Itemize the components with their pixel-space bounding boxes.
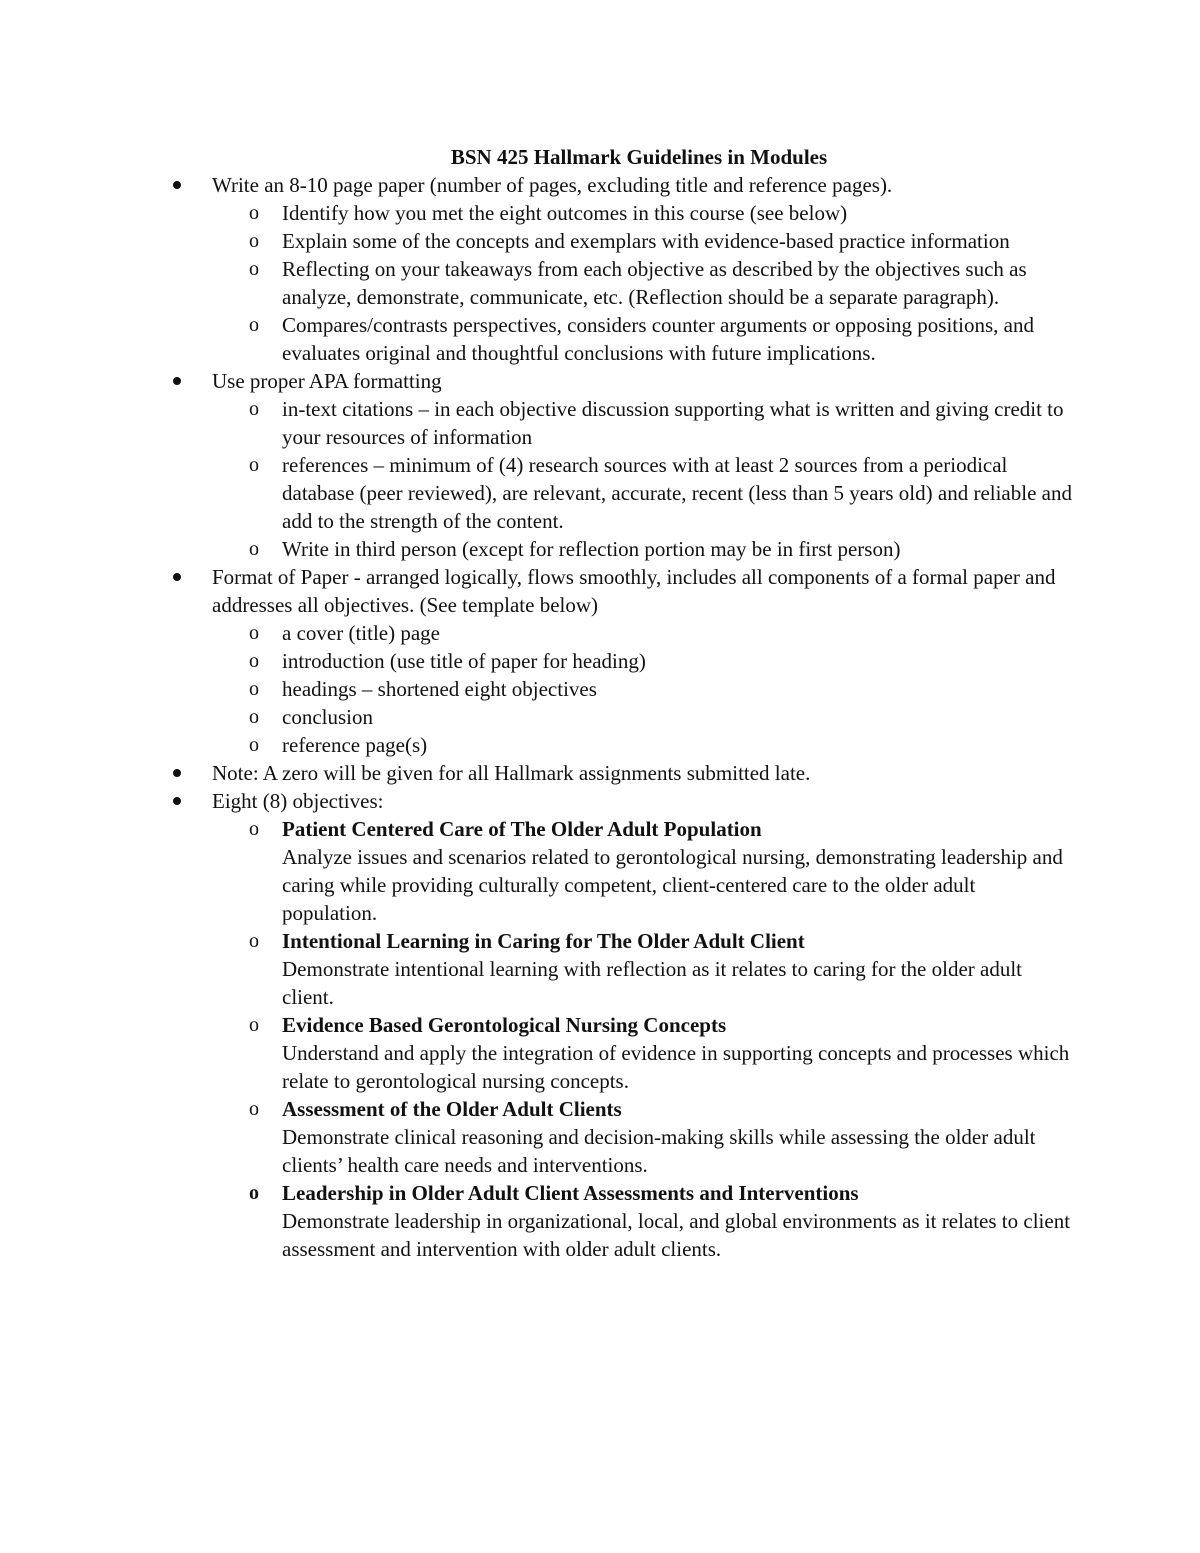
circle-bullet-icon: o <box>249 230 259 252</box>
objective-item <box>243 815 1073 927</box>
objective-description: Demonstrate clinical reasoning and decision-making skills while assessing the older adult clients’ health care needs and interventions. <box>282 1125 1036 1177</box>
objective-description: Understand and apply the integration of evidence in supporting concepts and processes which relate to gerontological nursing concepts. <box>282 1041 1070 1093</box>
bullet-item-paper-format <box>173 563 1073 619</box>
sub-item <box>243 647 1073 675</box>
objective-item <box>243 1095 1073 1179</box>
sub-item <box>243 703 1073 731</box>
sub-item-text: headings – shortened eight objectives <box>282 677 597 701</box>
circle-bullet-icon: o <box>249 818 259 840</box>
objective-heading: Patient Centered Care of The Older Adult Population <box>282 817 762 841</box>
objective-heading: Assessment of the Older Adult Clients <box>282 1097 622 1121</box>
sub-item <box>243 199 1073 227</box>
bullet-text: Write an 8-10 page paper (number of pages, excluding title and reference pages). <box>212 173 893 197</box>
circle-bullet-icon: o <box>249 1014 259 1036</box>
bullet-dot-icon <box>173 573 181 581</box>
sub-item <box>243 619 1073 647</box>
sub-item-text: introduction (use title of paper for heading) <box>282 649 646 673</box>
sub-item-text: Write in third person (except for reflection portion may be in first person) <box>282 537 901 561</box>
circle-bullet-icon: o <box>249 1182 259 1204</box>
document-body <box>173 171 1073 1263</box>
bullet-dot-icon <box>173 797 181 805</box>
document-title: BSN 425 Hallmark Guidelines in Modules <box>450 145 828 169</box>
objective-item <box>243 927 1073 1011</box>
sub-item-text: Identify how you met the eight outcomes in this course (see below) <box>282 201 848 225</box>
bullet-dot-icon <box>173 181 181 189</box>
circle-bullet-icon: o <box>249 258 259 280</box>
circle-bullet-icon: o <box>249 678 259 700</box>
objective-heading: Evidence Based Gerontological Nursing Concepts <box>282 1013 727 1037</box>
sub-item <box>243 675 1073 703</box>
circle-bullet-icon: o <box>249 650 259 672</box>
bullet-text: Use proper APA formatting <box>212 369 442 393</box>
bullet-text: Eight (8) objectives: <box>212 789 384 813</box>
sub-item-text: a cover (title) page <box>282 621 440 645</box>
bullet-dot-icon <box>173 377 181 385</box>
sub-item <box>243 311 1073 367</box>
circle-bullet-icon: o <box>249 706 259 728</box>
objective-item <box>243 1179 1073 1263</box>
sub-item-text: references – minimum of (4) research sources with at least 2 sources from a periodical database (peer reviewed), are relevant, accurate, recent (less than 5 years old) and reliable and add to the strength of the content. <box>282 453 1072 533</box>
objective-description: Demonstrate leadership in organizational, local, and global environments as it relates to client assessment and intervention with older adult clients. <box>282 1209 1071 1261</box>
bullet-dot-icon <box>173 769 181 777</box>
circle-bullet-icon: o <box>249 314 259 336</box>
sub-item <box>243 731 1073 759</box>
objective-heading: Leadership in Older Adult Client Assessments and Interventions <box>282 1181 859 1205</box>
sub-item <box>243 255 1073 311</box>
sub-item-text: Reflecting on your takeaways from each objective as described by the objectives such as analyze, demonstrate, communicate, etc. (Reflection should be a separate paragraph). <box>282 257 1027 309</box>
bullet-text: Note: A zero will be given for all Hallmark assignments submitted late. <box>212 761 811 785</box>
sub-item-text: reference page(s) <box>282 733 428 757</box>
sub-item-text: conclusion <box>282 705 373 729</box>
circle-bullet-icon: o <box>249 454 259 476</box>
circle-bullet-icon: o <box>249 538 259 560</box>
bullet-item-objectives <box>173 787 1073 815</box>
objective-heading: Intentional Learning in Caring for The Older Adult Client <box>282 929 805 953</box>
circle-bullet-icon: o <box>249 398 259 420</box>
objective-item <box>243 1011 1073 1095</box>
bullet-item-late-note <box>173 759 1073 787</box>
sub-item-text: Compares/contrasts perspectives, considers counter arguments or opposing positions, and evaluates original and thoughtful conclusions with future implications. <box>282 313 1034 365</box>
objective-description: Analyze issues and scenarios related to gerontological nursing, demonstrating leadership and caring while providing culturally competent, client-centered care to the older adult population. <box>282 845 1063 925</box>
sub-item <box>243 451 1073 535</box>
sub-item <box>243 395 1073 451</box>
bullet-text: Format of Paper - arranged logically, flows smoothly, includes all components of a formal paper and addresses all objectives. (See template below) <box>212 565 1056 617</box>
objective-description: Demonstrate intentional learning with reflection as it relates to caring for the older adult client. <box>282 957 1022 1009</box>
circle-bullet-icon: o <box>249 622 259 644</box>
sub-item <box>243 535 1073 563</box>
bullet-item-apa-formatting <box>173 367 1073 395</box>
circle-bullet-icon: o <box>249 930 259 952</box>
circle-bullet-icon: o <box>249 1098 259 1120</box>
bullet-item-paper-length <box>173 171 1073 199</box>
sub-item-text: in-text citations – in each objective discussion supporting what is written and giving credit to your resources of information <box>282 397 1064 449</box>
sub-item <box>243 227 1073 255</box>
sub-item-text: Explain some of the concepts and exemplars with evidence-based practice information <box>282 229 1010 253</box>
circle-bullet-icon: o <box>249 202 259 224</box>
circle-bullet-icon: o <box>249 734 259 756</box>
